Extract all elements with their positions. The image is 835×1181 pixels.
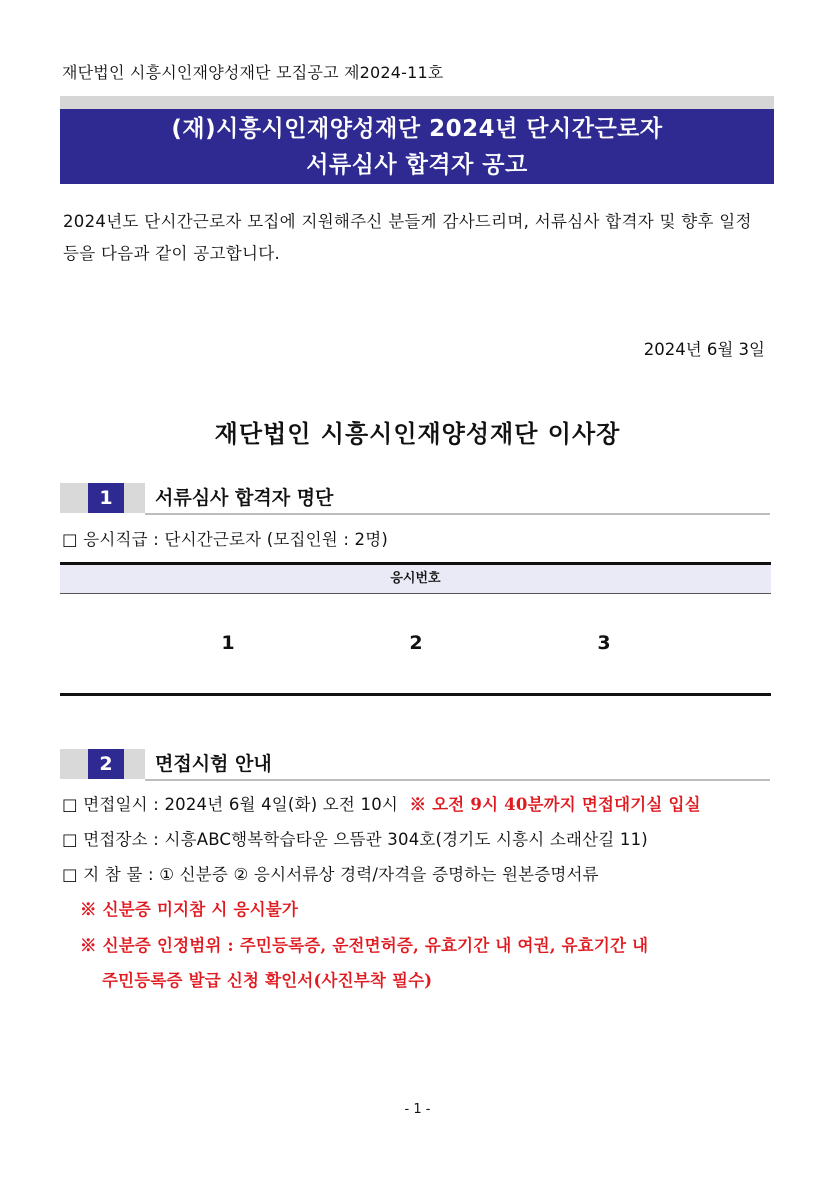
- table-bottom-border: [60, 693, 771, 696]
- section-rule: [145, 779, 770, 781]
- id-accepted-range-line-1: ※ 신분증 인정범위 : 주민등록증, 운전면허증, 유효기간 내 여권, 유효기간 내: [80, 936, 649, 955]
- section-1-title: 서류심사 합격자 명단: [155, 487, 334, 509]
- interview-place: □ 면접장소 : 시흥ABC행복학습타운 으뜸관 304호(경기도 시흥시 소래산길 11): [62, 830, 648, 849]
- applicant-number: 3: [597, 632, 611, 654]
- table-header-divider: [60, 593, 771, 594]
- intro-paragraph: 2024년도 단시간근로자 모집에 지원해주신 분들게 감사드리며, 서류심사 합격자 및 향후 일정 등을 다음과 같이 공고합니다.: [63, 212, 752, 263]
- id-required-warning: ※ 신분증 미지참 시 응시불가: [80, 900, 299, 919]
- title-line-1: (재)시흥시인재양성재단 2024년 단시간근로자: [171, 116, 663, 142]
- job-level-line: □ 응시직급 : 단시간근로자 (모집인원 : 2명): [62, 530, 389, 549]
- section-rule: [145, 513, 770, 515]
- section-2-header: [60, 749, 770, 779]
- items-to-bring: □ 지 참 물 : ① 신분증 ② 응시서류상 경력/자격을 증명하는 원본증명서류: [62, 865, 599, 884]
- applicant-number: 2: [409, 632, 423, 654]
- section-2-title: 면접시험 안내: [155, 753, 272, 775]
- section-1-number: 1: [88, 483, 124, 513]
- title-banner: [60, 109, 774, 184]
- interview-datetime-line: [62, 791, 701, 815]
- table-header-cell: 응시번호: [60, 565, 771, 593]
- title-top-strip: [60, 96, 774, 109]
- notice-number: 재단법인 시흥시인재양성재단 모집공고 제2024-11호: [62, 63, 444, 82]
- id-accepted-range-line-2: 주민등록증 발급 신청 확인서(사진부착 필수): [102, 971, 433, 990]
- announcement-date: 2024년 6월 3일: [643, 340, 765, 359]
- title-line-2: 서류심사 합격자 공고: [306, 152, 528, 178]
- page-number: - 1 -: [404, 1102, 431, 1117]
- section-1-header: [60, 483, 770, 513]
- issuer-name: 재단법인 시흥시인재양성재단 이사장: [214, 420, 621, 448]
- section-2-number: 2: [88, 749, 124, 779]
- arrival-note: ※ 오전 9시 40분까지 면접대기실 입실: [409, 795, 701, 814]
- applicant-number: 1: [221, 632, 235, 654]
- interview-datetime: □ 면접일시 : 2024년 6월 4일(화) 오전 10시: [62, 795, 399, 814]
